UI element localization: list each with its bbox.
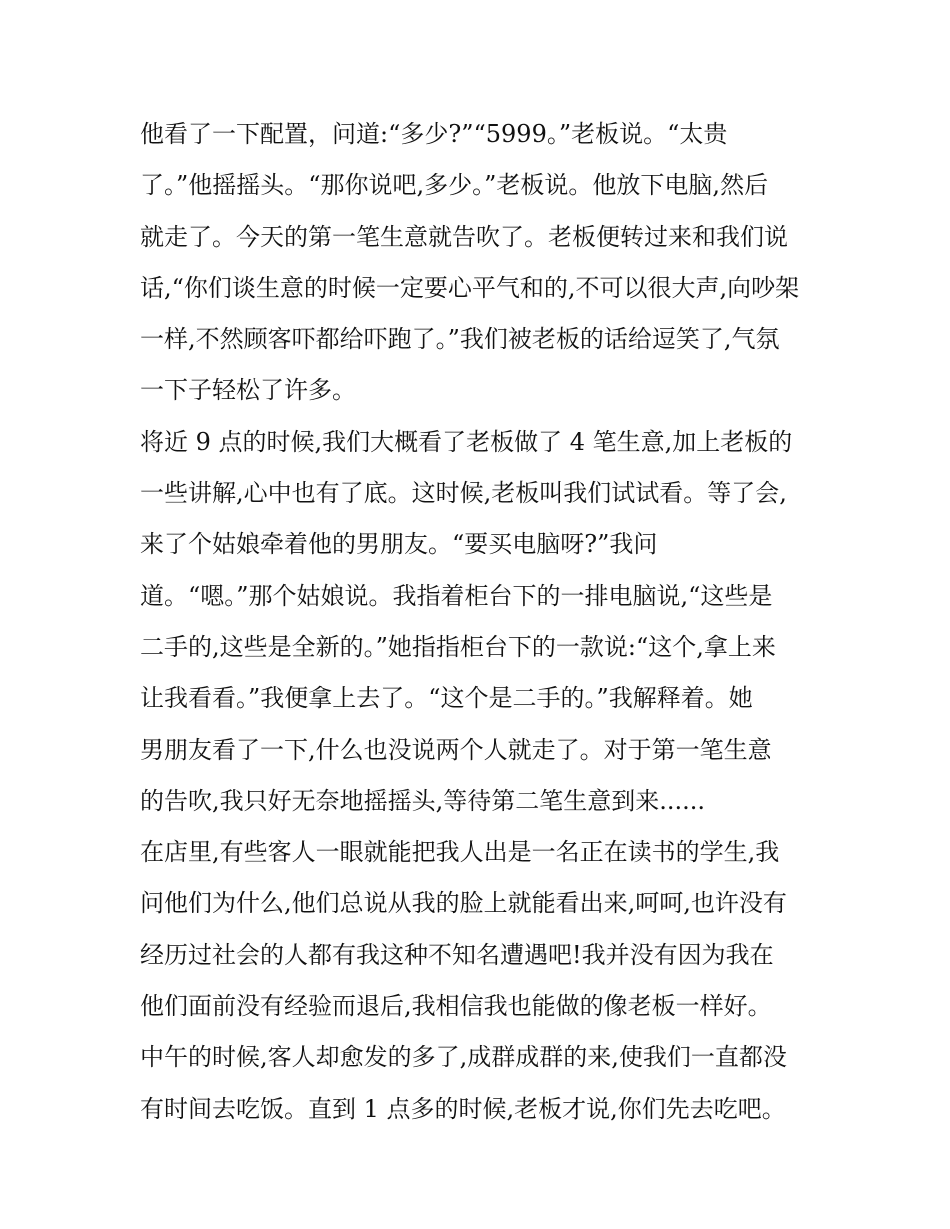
text-line: 经历过社会的人都有我这种不知名遭遇吧!我并没有因为我在: [140, 940, 774, 969]
text-line: 在店里,有些客人一眼就能把我人出是一名正在读书的学生,我: [140, 838, 780, 867]
text-line: 男朋友看了一下,什么也没说两个人就走了。对于第一笔生意: [140, 735, 772, 764]
text-line: 话,“你们谈生意的时候一定要心平气和的,不可以很大声,向吵架: [140, 273, 800, 302]
text-line: 他们面前没有经验而退后,我相信我也能做的像老板一样好。: [140, 992, 772, 1021]
text-line: 的告吹,我只好无奈地摇摇头,等待第二笔生意到来......: [140, 786, 706, 815]
text-line: 二手的,这些是全新的。”她指指柜台下的一款说:“这个,拿上来: [140, 632, 776, 661]
text-line: 他看了一下配置，问道:“多少?”“5999。”老板说。“太贵: [140, 120, 728, 148]
body-text: [140, 109, 820, 1135]
text-line: 了。”他摇摇头。“那你说吧,多少。”老板说。他放下电脑,然后: [140, 171, 769, 200]
text-line: 中午的时候,客人却愈发的多了,成群成群的来,使我们一直都没: [140, 1043, 787, 1072]
text-line: 有时间去吃饭。直到 1 点多的时候,老板才说,你们先去吃吧。: [140, 1094, 786, 1123]
text-line: 问他们为什么,他们总说从我的脸上就能看出来,呵呵,也许没有: [140, 889, 787, 918]
text-line: 道。“嗯。”那个姑娘说。我指着柜台下的一排电脑说,“这些是: [140, 581, 773, 610]
text-line: 来了个姑娘牵着他的男朋友。“要买电脑呀?”我问: [140, 530, 658, 559]
text-line: 一些讲解,心中也有了底。这时候,老板叫我们试试看。等了会,: [140, 479, 787, 508]
text-line: 就走了。今天的第一笔生意就告吹了。老板便转过来和我们说: [140, 222, 788, 251]
text-line: 一样,不然顾客吓都给吓跑了。”我们被老板的话给逗笑了,气氛: [140, 325, 780, 354]
text-line: 将近 9 点的时候,我们大概看了老板做了 4 笔生意,加上老板的: [140, 427, 793, 456]
text-line: 让我看看。”我便拿上去了。“这个是二手的。”我解释着。她: [140, 684, 753, 713]
text-line: 一下子轻松了许多。: [140, 376, 356, 405]
